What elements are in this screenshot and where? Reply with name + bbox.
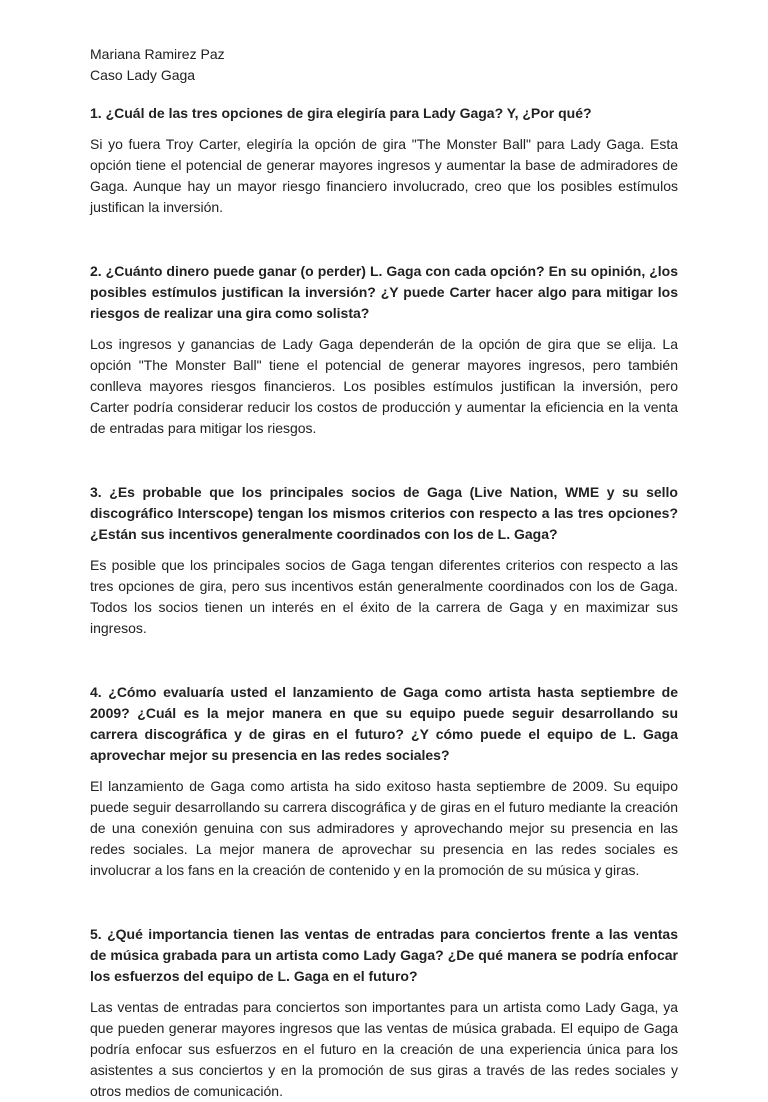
question-5: 5. ¿Qué importancia tienen las ventas de entradas para conciertos frente a las ventas de música grabada para un artista como Lady Gaga? ¿De qué manera se podría enfocar los esfuerzos del equipo de L. Gaga en el futuro? bbox=[90, 926, 678, 984]
question-2: 2. ¿Cuánto dinero puede ganar (o perder) L. Gaga con cada opción? En su opinión, ¿los posibles estímulos justifican la inversión? ¿Y puede Carter hacer algo para mitigar los riesgos de realizar una gira como solista? bbox=[90, 263, 678, 321]
answer-5: Las ventas de entradas para conciertos son importantes para un artista como Lady Gaga, ya que pueden generar mayores ingresos que las ventas de música grabada. El equipo de Gaga podría enfocar sus esfuerzos en el futuro en la creación de una experiencia única para los asistentes a sus conciertos y en la promoción de sus giras a través de las redes sociales y otros medios de comunicación. bbox=[90, 999, 678, 1099]
answer-4: El lanzamiento de Gaga como artista ha sido exitoso hasta septiembre de 2009. Su equipo puede seguir desarrollando su carrera discográfica y de giras en el futuro mediante la creación de una conexión genuina con sus admiradores y aprovechando mejor su presencia en las redes sociales. La mejor manera de aprovechar su presencia en las redes sociales es involucrar a los fans en la creación de contenido y en la promoción de su música y giras. bbox=[90, 778, 678, 878]
qa-section-3 bbox=[90, 482, 678, 639]
qa-section-5 bbox=[90, 924, 678, 1102]
question-3: 3. ¿Es probable que los principales socios de Gaga (Live Nation, WME y su sello discográfico Interscope) tengan los mismos criterios con respecto a las tres opciones? ¿Están sus incentivos generalmente coordinados con los de L. Gaga? bbox=[90, 484, 678, 542]
answer-2: Los ingresos y ganancias de Lady Gaga dependerán de la opción de gira que se elija. La opción "The Monster Ball" tiene el potencial de generar mayores ingresos, pero también conlleva mayores riesgos financieros. Los posibles estímulos justifican la inversión, pero Carter podría considerar reducir los costos de producción y aumentar la eficiencia en la venta de entradas para mitigar los riesgos. bbox=[90, 336, 678, 436]
question-4: 4. ¿Cómo evaluaría usted el lanzamiento de Gaga como artista hasta septiembre de 2009? ¿Cuál es la mejor manera en que su equipo puede seguir desarrollando su carrera discográfica y de giras en el futuro? ¿Y cómo puede el equipo de L. Gaga aprovechar mejor su presencia en las redes sociales? bbox=[90, 684, 678, 763]
qa-section-4 bbox=[90, 682, 678, 881]
author-name: Mariana Ramirez Paz bbox=[90, 46, 225, 62]
answer-3: Es posible que los principales socios de Gaga tengan diferentes criterios con respecto a las tres opciones de gira, pero sus incentivos están generalmente coordinados con los de Gaga. Todos los socios tienen un interés en el éxito de la carrera de Gaga y en maximizar sus ingresos. bbox=[90, 557, 678, 636]
document-title: Caso Lady Gaga bbox=[90, 67, 196, 83]
document-header bbox=[90, 44, 678, 86]
answer-1: Si yo fuera Troy Carter, elegiría la opción de gira "The Monster Ball" para Lady Gaga. Esta opción tiene el potencial de generar mayores ingresos y aumentar la base de admiradores de Gaga. Aunque hay un mayor riesgo financiero involucrado, creo que los posibles estímulos justifican la inversión. bbox=[90, 136, 678, 215]
qa-section-2 bbox=[90, 261, 678, 439]
question-1: 1. ¿Cuál de las tres opciones de gira elegiría para Lady Gaga? Y, ¿Por qué? bbox=[90, 105, 592, 121]
qa-section-1 bbox=[90, 103, 678, 218]
